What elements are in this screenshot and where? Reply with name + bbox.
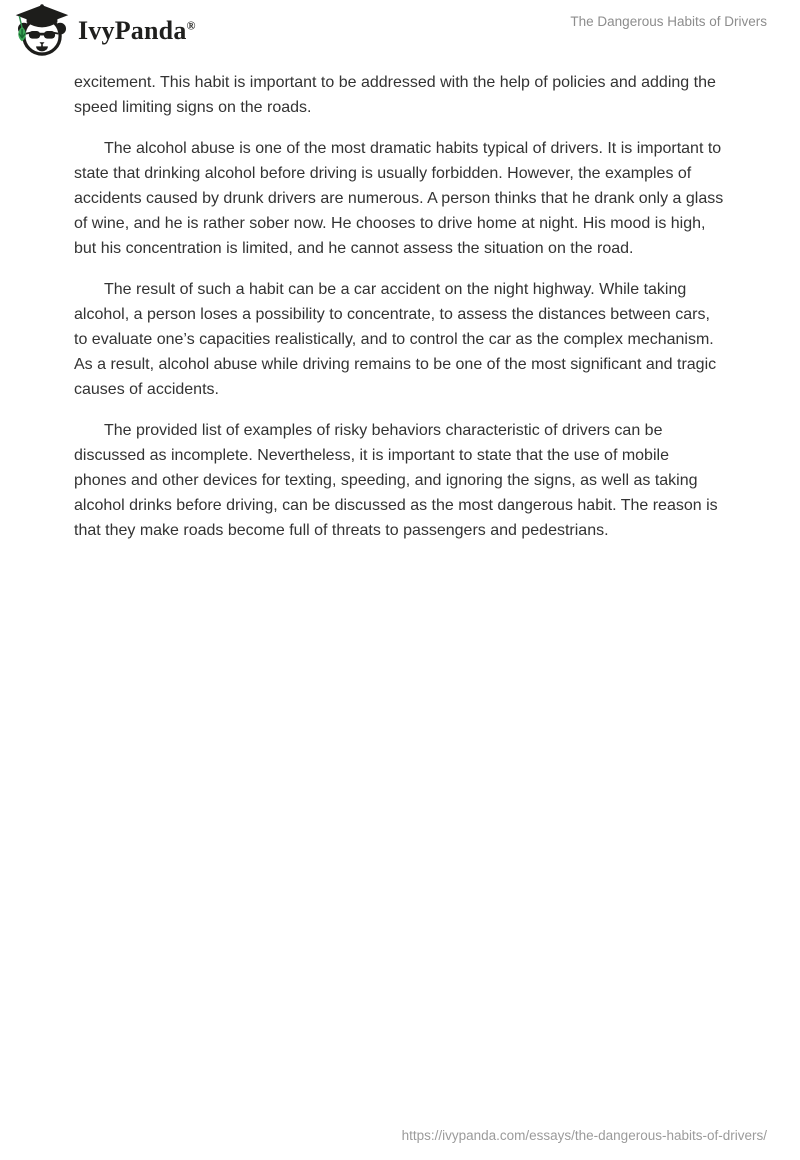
essay-paragraph: The provided list of examples of risky behaviors characteristic of drivers can be discussed as incomplete. Nevertheless, it is important to state that the use of mobile phones and other devices for texting, speeding, and ignoring the signs, as well as taking alcohol drinks before driving, can be discussed as the most dangerous habit. The reason is that they make roads become full of threats to passengers and pedestrians. — [74, 422, 718, 539]
ivypanda-logo-icon — [13, 3, 71, 58]
source-url: https://ivypanda.com/essays/the-dangerous-habits-of-drivers/ — [401, 1128, 767, 1143]
essay-paragraph: The alcohol abuse is one of the most dramatic habits typical of drivers. It is important to state that drinking alcohol before driving is usually forbidden. However, the examples of accidents caused by drunk drivers are numerous. A person thinks that he drank only a glass of wine, and he is rather sober now. He chooses to drive home at night. His mood is high, but his concentration is limited, and he cannot assess the situation on the road. — [74, 140, 724, 257]
registered-mark: ® — [186, 17, 196, 32]
brand-name-text: IvyPanda — [78, 15, 187, 45]
page-header — [0, 0, 800, 66]
essay-paragraph: The result of such a habit can be a car accident on the night highway. While taking alcohol, a person loses a possibility to concentrate, to assess the distances between cars, to evaluate one’s capacities realistically, and to control the car as the complex mechanism. As a result, alcohol abuse while driving remains to be one of the most significant and tragic causes of accidents. — [74, 281, 717, 398]
document-title: The Dangerous Habits of Drivers — [570, 14, 767, 29]
essay-paragraph: excitement. This habit is important to be addressed with the help of policies and adding the speed limiting signs on the roads. — [74, 74, 716, 116]
essay-paragraphs — [74, 70, 724, 543]
brand-name — [78, 15, 196, 45]
brand — [13, 3, 196, 58]
essay-body — [74, 70, 724, 559]
